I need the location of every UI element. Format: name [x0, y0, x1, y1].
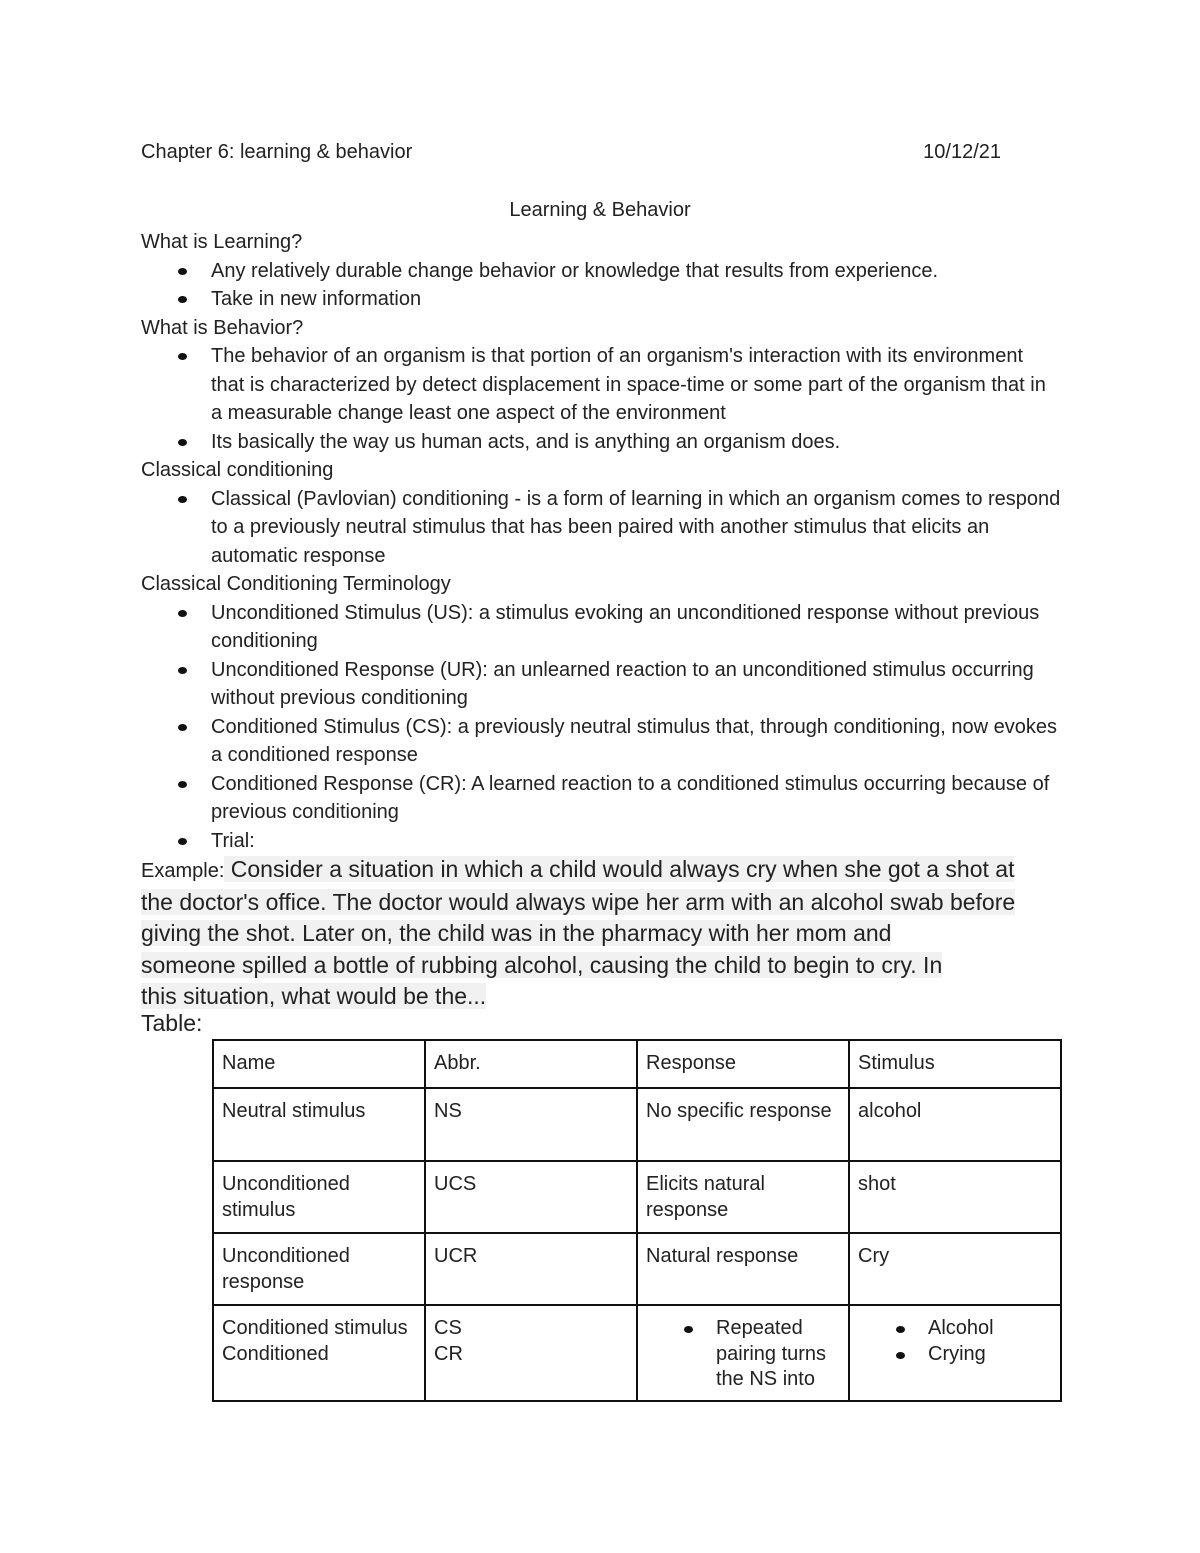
bullet-icon [178, 496, 187, 503]
bullet-icon [178, 610, 187, 617]
cell-stimulus: alcohol [849, 1088, 1061, 1161]
table-header-row [213, 1040, 1061, 1088]
section-heading-behavior: What is Behavior? [141, 316, 304, 339]
page-header [141, 141, 1001, 169]
bullet-icon [178, 667, 187, 674]
chapter-title: Chapter 6: learning & behavior [141, 141, 413, 163]
example-line: Consider a situation in which a child would always cry when she got a shot at [224, 856, 1015, 882]
bullet-icon [896, 1352, 905, 1359]
list-item: The behavior of an organism is that portion of an organism's interaction with its environment that is characterized by detect displacement in space-time or some part of the organism that in a measurable change least one aspect of the environment [141, 342, 1061, 428]
cell-abbr: CS CR [425, 1305, 637, 1401]
behavior-bullets [141, 342, 1061, 456]
section-heading-terminology: Classical Conditioning Terminology [141, 573, 451, 595]
bullet-icon [896, 1326, 905, 1333]
classical-bullets [141, 485, 1061, 571]
table-row [213, 1233, 1061, 1305]
section-heading-learning: What is Learning? [141, 231, 303, 253]
terminology-bullets [141, 599, 1061, 856]
list-item: Unconditioned Response (UR): an unlearned reaction to an unconditioned stimulus occurring without previous conditioning [141, 656, 1061, 713]
table-label: Table: [141, 1010, 203, 1036]
conditioning-table [212, 1039, 1062, 1402]
list-item: Conditioned Stimulus (CS): a previously neutral stimulus that, through conditioning, now evokes a conditioned response [141, 713, 1061, 770]
example-line: someone spilled a bottle of rubbing alcohol, causing the child to begin to cry. In [141, 951, 943, 978]
cell-response: Natural response [637, 1233, 849, 1305]
bullet-icon [178, 724, 187, 731]
example-paragraph [141, 854, 1061, 1012]
example-line: this situation, what would be the... [141, 982, 487, 1009]
header-cell-response: Response [637, 1040, 849, 1088]
header-cell-abbr: Abbr. [425, 1040, 637, 1088]
cell-name: Unconditioned response [213, 1233, 425, 1305]
cell-response: No specific response [637, 1088, 849, 1161]
cell-abbr: UCR [425, 1233, 637, 1305]
list-item: Crying [858, 1342, 1052, 1368]
bullet-icon [178, 296, 187, 303]
table-row [213, 1161, 1061, 1233]
cell-abbr: UCS [425, 1161, 637, 1233]
cell-response: Elicits natural response [637, 1161, 849, 1233]
list-item: Conditioned Response (CR): A learned reaction to a conditioned stimulus occurring because of previous conditioning [141, 770, 1061, 827]
bullet-icon [178, 838, 187, 845]
bullet-icon [684, 1326, 693, 1333]
example-label: Example: [141, 860, 225, 882]
cell-stimulus: Cry [849, 1233, 1061, 1305]
response-bullets [646, 1316, 840, 1393]
list-item: Classical (Pavlovian) conditioning - is a form of learning in which an organism comes to respond to a previously neutral stimulus that has been paired with another stimulus that elicits an automatic response [141, 485, 1061, 571]
bullet-icon [178, 353, 187, 360]
notes-body [141, 228, 1061, 855]
list-item: Unconditioned Stimulus (US): a stimulus evoking an unconditioned response without previous conditioning [141, 599, 1061, 656]
note-date: 10/12/21 [923, 141, 1001, 163]
table-row [213, 1088, 1061, 1161]
cell-name: Conditioned stimulus Conditioned [213, 1305, 425, 1401]
cell-stimulus: shot [849, 1161, 1061, 1233]
example-line: giving the shot. Later on, the child was in the pharmacy with her mom and [141, 920, 892, 947]
document-title: Learning & Behavior [509, 199, 691, 221]
example-line: the doctor's office. The doctor would always wipe her arm with an alcohol swab before [141, 889, 1016, 916]
list-item: Alcohol [858, 1316, 1052, 1342]
cell-name: Neutral stimulus [213, 1088, 425, 1161]
stimulus-bullets [858, 1316, 1052, 1367]
table-row [213, 1305, 1061, 1401]
bullet-icon [178, 439, 187, 446]
section-heading-classical: Classical conditioning [141, 459, 334, 481]
bullet-icon [178, 268, 187, 275]
list-item: Take in new information [141, 285, 1061, 314]
list-item: Trial: [141, 827, 1061, 856]
list-item: Repeated pairing turns the NS into [646, 1316, 840, 1393]
header-cell-stimulus: Stimulus [849, 1040, 1061, 1088]
list-item: Its basically the way us human acts, and is anything an organism does. [141, 428, 1061, 457]
cell-response [637, 1305, 849, 1401]
cell-stimulus [849, 1305, 1061, 1401]
cell-abbr: NS [425, 1088, 637, 1161]
list-item: Any relatively durable change behavior or knowledge that results from experience. [141, 257, 1061, 286]
bullet-icon [178, 781, 187, 788]
header-cell-name: Name [213, 1040, 425, 1088]
cell-name: Unconditioned stimulus [213, 1161, 425, 1233]
learning-bullets [141, 257, 1061, 314]
